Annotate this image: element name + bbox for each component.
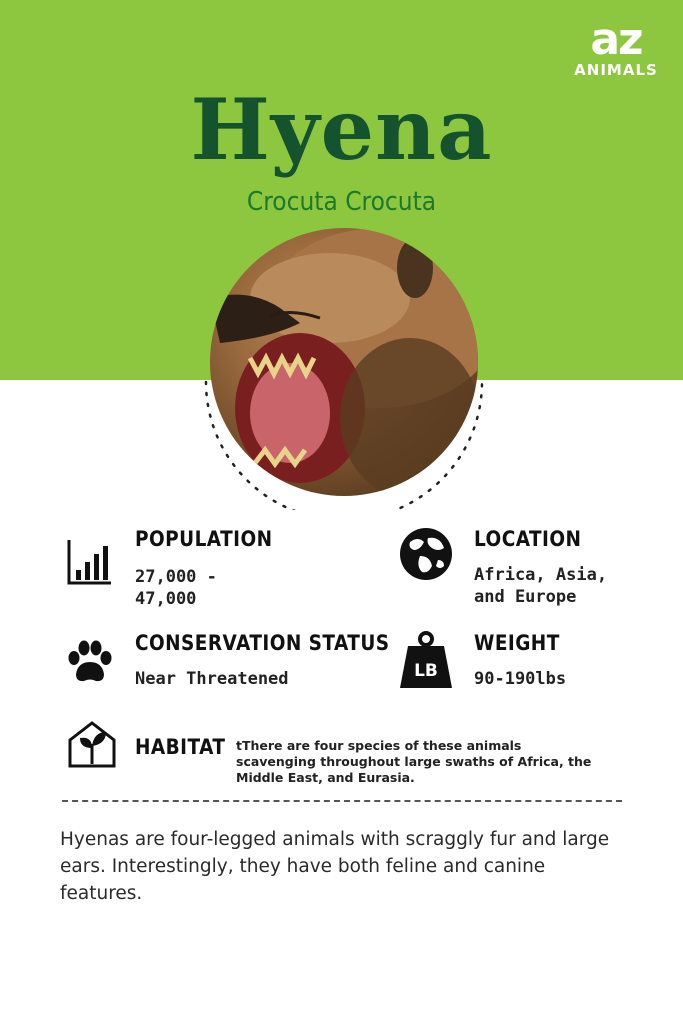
hyena-photo xyxy=(210,228,478,496)
paw-icon xyxy=(66,640,114,684)
bar-chart-icon xyxy=(66,538,112,586)
location-label: LOCATION xyxy=(474,527,582,551)
population-value: 27,000 - 47,000 xyxy=(135,567,217,609)
logo-text: ANIMALS xyxy=(574,61,658,79)
weight-icon xyxy=(398,630,454,690)
location-value: Africa, Asia, and Europe xyxy=(474,565,608,607)
house-plant-icon xyxy=(66,720,122,768)
conservation-value: Near Threatened xyxy=(135,669,289,689)
logo-mark: az xyxy=(590,14,642,65)
az-animals-logo[interactable] xyxy=(571,14,661,79)
globe-icon xyxy=(398,526,454,582)
weight-icon-text: LB xyxy=(414,661,438,681)
habitat-label: HABITAT xyxy=(135,735,226,759)
conservation-label: CONSERVATION STATUS xyxy=(135,631,390,655)
dashed-divider xyxy=(62,800,622,802)
scientific-name: Crocuta Crocuta xyxy=(246,187,437,217)
habitat-value: tThere are four species of these animals scavenging throughout large swaths of Africa, the Middle East, and Eurasia. xyxy=(236,738,592,785)
description: Hyenas are four-legged animals with scraggly fur and large ears. Interestingly, they have both feline and canine features. xyxy=(60,829,610,904)
weight-label: WEIGHT xyxy=(474,631,560,655)
weight-value: 90-190lbs xyxy=(474,669,567,689)
population-label: POPULATION xyxy=(135,527,273,551)
hyena-illustration xyxy=(210,228,478,496)
page-title: Hyena xyxy=(190,80,493,179)
